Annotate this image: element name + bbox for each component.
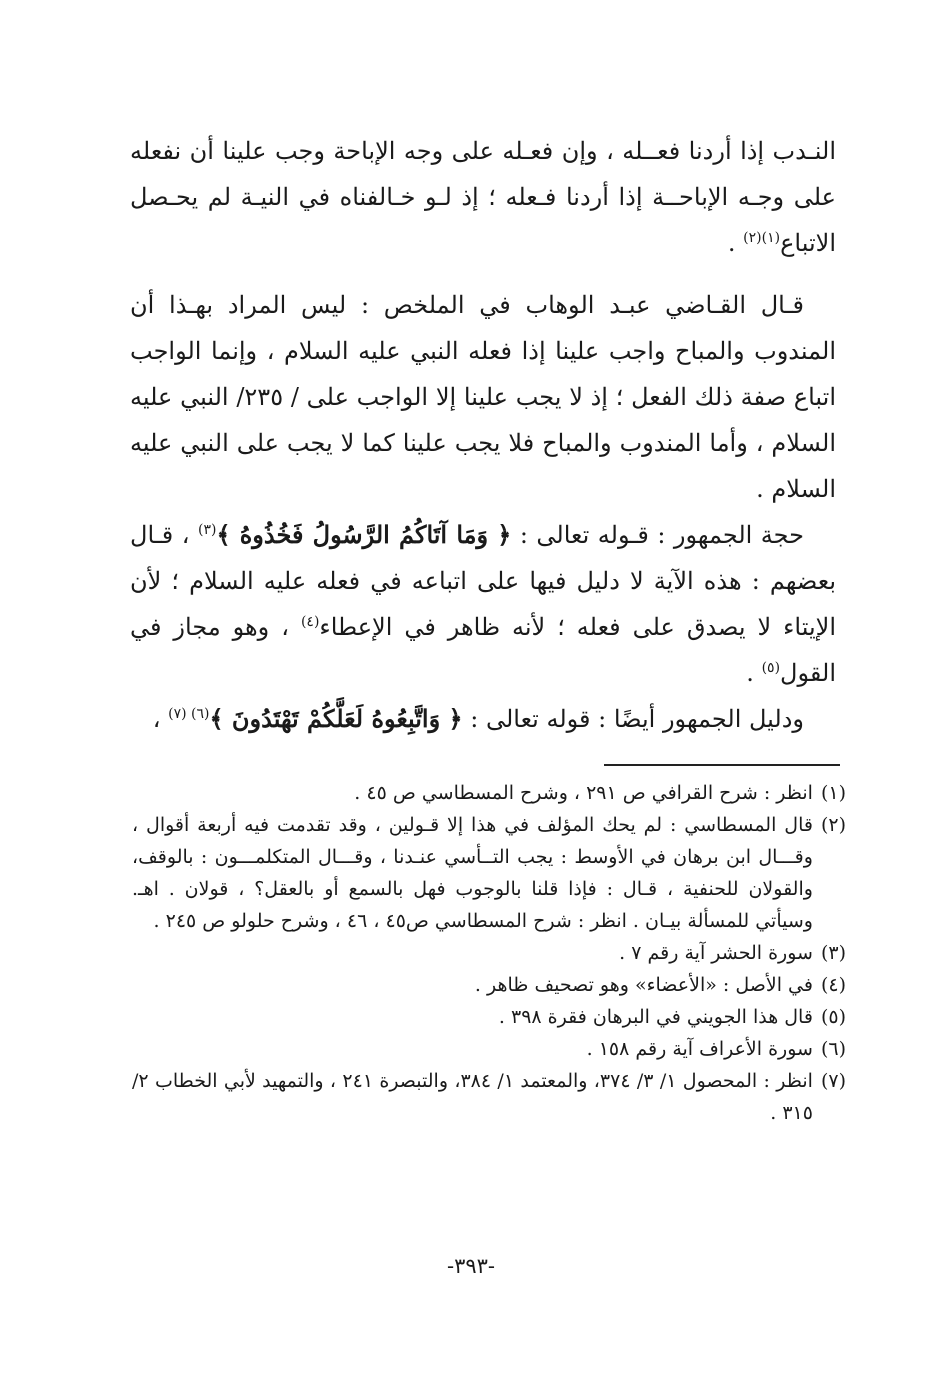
footnote-text: سورة الأعراف آية رقم ١٥٨ . [586, 1038, 813, 1060]
footnote-number: (٥) [820, 1006, 846, 1028]
paragraph-3-body: ، قـال بعضهم : هذه الآية لا دليل فيها على اتباعه في فعله عليه السلام ؛ لأن الإيتاء لا يصدق على فعله ؛ لأنه ظاهر في الإعطاء [130, 521, 836, 641]
footnote [132, 809, 846, 937]
footnote-text: في الأصل : «الأعضاء» وهو تصحيف ظاهر . [474, 974, 813, 996]
paragraph-4-intro: ودليل الجمهور أيضًا : قوله تعالى : [462, 705, 804, 733]
footnote-text: انظر : المحصول ١/ ٣/ ٣٧٤، والمعتمد ١/ ٣٨٤، والتبصرة ٢٤١ ، والتمهيد لأبي الخطاب ٢/ ٣١٥ . [132, 1070, 813, 1124]
footnote-number: (٣) [820, 942, 846, 964]
footnote-ref: (٣) [197, 522, 217, 538]
footnote [132, 969, 846, 1001]
footnote [132, 937, 846, 969]
footnote [132, 777, 846, 809]
quran-verse: ﴿ وَاتَّبِعُوهُ لَعَلَّكُمْ تَهْتَدُونَ ﴾ [209, 704, 463, 733]
footnote-ref: (١)(٢) [743, 230, 781, 246]
paragraph-1 [130, 128, 836, 266]
paragraph-4-end: ، [152, 705, 169, 733]
footnote-ref: (٥) [761, 660, 781, 676]
footnote [132, 1065, 846, 1129]
footnote-text: انظر : شرح القرافي ص ٢٩١ ، وشرح المسطاسي ص ٤٥ . [354, 782, 813, 804]
paragraph-2: قـال القـاضي عبـد الوهاب في الملخص : ليس المراد بهـذا أن المندوب والمباح واجب علينا إذا فعله النبي عليه السلام ، وإنما الواجب اتباع صفة ذلك الفعل ؛ إذ لا يجب علينا إلا الواجب على / ٢٣٥/ النبي عليه السلام ، وأما المندوب والمباح فلا يجب علينا كما لا يجب على النبي عليه السلام . [130, 291, 836, 503]
footnote-number: (١) [820, 782, 846, 804]
paragraph-3-body-2: ، وهو مجاز في القول [130, 613, 836, 687]
page-number: -٣٩٣- [446, 1254, 496, 1278]
footnote-text: قال المسطاسي : لم يحك المؤلف في هذا إلا قـولين ، وقد تقدمت فيه أربعة أقوال ، وقـــال ابن برهان في الأوسط : يجب التــأسي عنـدنا ، وقـــال المتكلمـــون : بالوقف، والقولان للحنفية ، قـال : فإذا قلنا بالوجوب فهل بالسمع أو بالعقل؟ ، قولان . اهـ. وسيأتي للمسألة بيـان . انظر : شرح المسطاسي ص٤٥ ، ٤٦ ، وشرح حلولو ص ٢٤٥ . [132, 814, 813, 932]
footnote-separator [604, 764, 840, 766]
main-text [130, 128, 836, 742]
footnote-ref: (٦) (٧) [168, 706, 210, 722]
footnote-text: سورة الحشر آية رقم ٧ . [619, 942, 813, 964]
footnote-number: (٦) [820, 1038, 846, 1060]
paragraph-1-end: . [727, 229, 744, 257]
footnote-number: (٤) [820, 974, 846, 996]
footnote-text: قال هذا الجويني في البرهان فقرة ٣٩٨ . [498, 1006, 813, 1028]
paragraph-1-text: النـدب إذا أردنا فعــله ، وإن فعـله على وجه الإباحة وجب علينا أن نفعله على وجـه الإباحــة إذا أردنا فـعله ؛ إذ لـو خـالفناه في النيـة لم يحـصل الاتباع [130, 137, 836, 257]
footnote [132, 1001, 846, 1033]
quran-verse: ﴿ وَمَا آتَاكُمُ الرَّسُولُ فَخُذُوهُ ﴾ [216, 520, 512, 549]
paragraph-3-end: . [746, 659, 762, 687]
paragraph-4 [130, 696, 836, 742]
paragraph-3-intro: حجة الجمهور : قـوله تعالى : [511, 521, 805, 549]
footnote [132, 1033, 846, 1065]
footnote-ref: (٤) [300, 614, 320, 630]
footnote-number: (٢) [820, 814, 846, 836]
footnotes [132, 777, 846, 1129]
paragraph-3 [130, 512, 836, 696]
footnote-number: (٧) [820, 1070, 846, 1092]
